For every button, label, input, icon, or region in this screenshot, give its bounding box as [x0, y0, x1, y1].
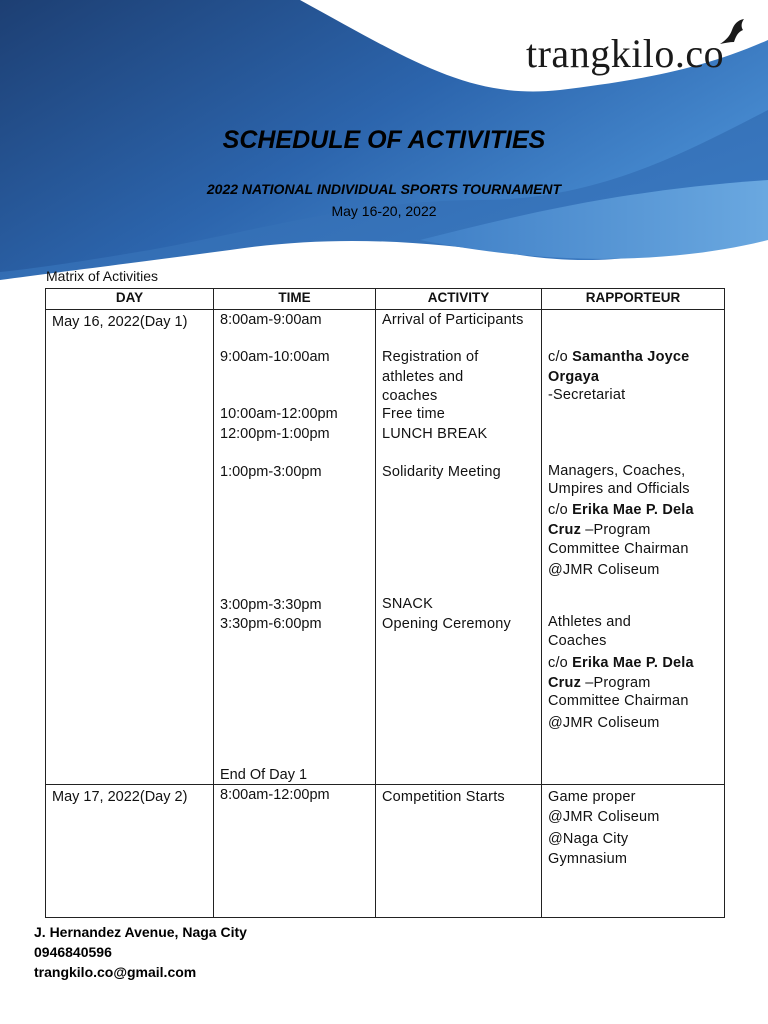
rapporteur-line: @JMR Coliseum [548, 715, 660, 731]
table-row [46, 310, 725, 785]
header-day: DAY [46, 289, 214, 310]
rapporteur-line: Cruz –Program [548, 522, 651, 538]
day-cell [46, 310, 214, 785]
rapporteur-line: @JMR Coliseum [548, 809, 660, 825]
rapporteur-line: @JMR Coliseum [548, 562, 660, 578]
activity-cell [376, 785, 542, 918]
time-slot: 3:00pm-3:30pm [220, 597, 322, 613]
activity-item: SNACK [382, 596, 433, 612]
time-slot: 9:00am-10:00am [220, 349, 330, 365]
brand-logo: trangkilo.co [526, 31, 725, 76]
activity-item: Free time [382, 406, 446, 422]
email-text: trangkilo.co@gmail.com [34, 964, 197, 980]
rapporteur-cell [542, 310, 725, 785]
time-slot: 8:00am-12:00pm [220, 787, 330, 803]
time-slot: 3:30pm-6:00pm [220, 616, 322, 632]
time-cell [214, 310, 376, 785]
rapporteur-line: c/o Samantha Joyce [548, 349, 690, 365]
time-slot: 12:00pm-1:00pm [220, 426, 330, 442]
table-row [46, 785, 725, 918]
page-title: SCHEDULE OF ACTIVITIES [222, 126, 546, 154]
bird-icon [716, 18, 750, 48]
day-label: May 16, 2022(Day 1) [52, 314, 188, 330]
schedule-table [45, 288, 725, 918]
time-slot: 1:00pm-3:00pm [220, 464, 322, 480]
activity-item: Arrival of Participants [382, 312, 524, 328]
rapporteur-line: Committee Chairman [548, 693, 689, 709]
address-text: J. Hernandez Avenue, Naga City [34, 924, 247, 940]
rapporteur-line: c/o Erika Mae P. Dela [548, 502, 694, 518]
rapporteur-line: @Naga City [548, 831, 629, 847]
activity-item: athletes and [382, 369, 464, 385]
activity-item: LUNCH BREAK [382, 426, 488, 442]
rapporteur-line: c/o Erika Mae P. Dela [548, 655, 694, 671]
rapporteur-cell [542, 785, 725, 918]
time-slot: 8:00am-9:00am [220, 312, 322, 328]
end-of-day-label: End Of Day 1 [220, 767, 308, 783]
rapporteur-line: Coaches [548, 633, 607, 649]
phone-text: 0946840596 [34, 944, 112, 960]
table-header-row [46, 289, 725, 310]
time-slot: 10:00am-12:00pm [220, 406, 338, 422]
rapporteur-line: -Secretariat [548, 387, 626, 403]
rapporteur-line: Gymnasium [548, 851, 628, 867]
header-activity: ACTIVITY [376, 289, 542, 310]
matrix-label: Matrix of Activities [46, 268, 159, 284]
day-cell [46, 785, 214, 918]
rapporteur-line: Orgaya [548, 369, 600, 385]
rapporteur-line: Committee Chairman [548, 541, 689, 557]
activity-cell [376, 310, 542, 785]
event-date: May 16-20, 2022 [331, 203, 437, 219]
activity-item: Competition Starts [382, 789, 505, 805]
contact-footer [34, 922, 247, 982]
day-label: May 17, 2022(Day 2) [52, 789, 188, 805]
activity-item: coaches [382, 388, 438, 404]
rapporteur-line: Managers, Coaches, [548, 463, 686, 479]
header-rapporteur: RAPPORTEUR [542, 289, 725, 310]
rapporteur-line: Umpires and Officials [548, 481, 690, 497]
rapporteur-line: Cruz –Program [548, 675, 651, 691]
header-time: TIME [214, 289, 376, 310]
rapporteur-line: Game proper [548, 789, 636, 805]
activity-item: Registration of [382, 349, 479, 365]
event-subtitle: 2022 NATIONAL INDIVIDUAL SPORTS TOURNAMENT [206, 181, 562, 197]
rapporteur-line: Athletes and [548, 614, 632, 630]
time-cell [214, 785, 376, 918]
activity-item: Solidarity Meeting [382, 464, 501, 480]
activity-item: Opening Ceremony [382, 616, 511, 632]
